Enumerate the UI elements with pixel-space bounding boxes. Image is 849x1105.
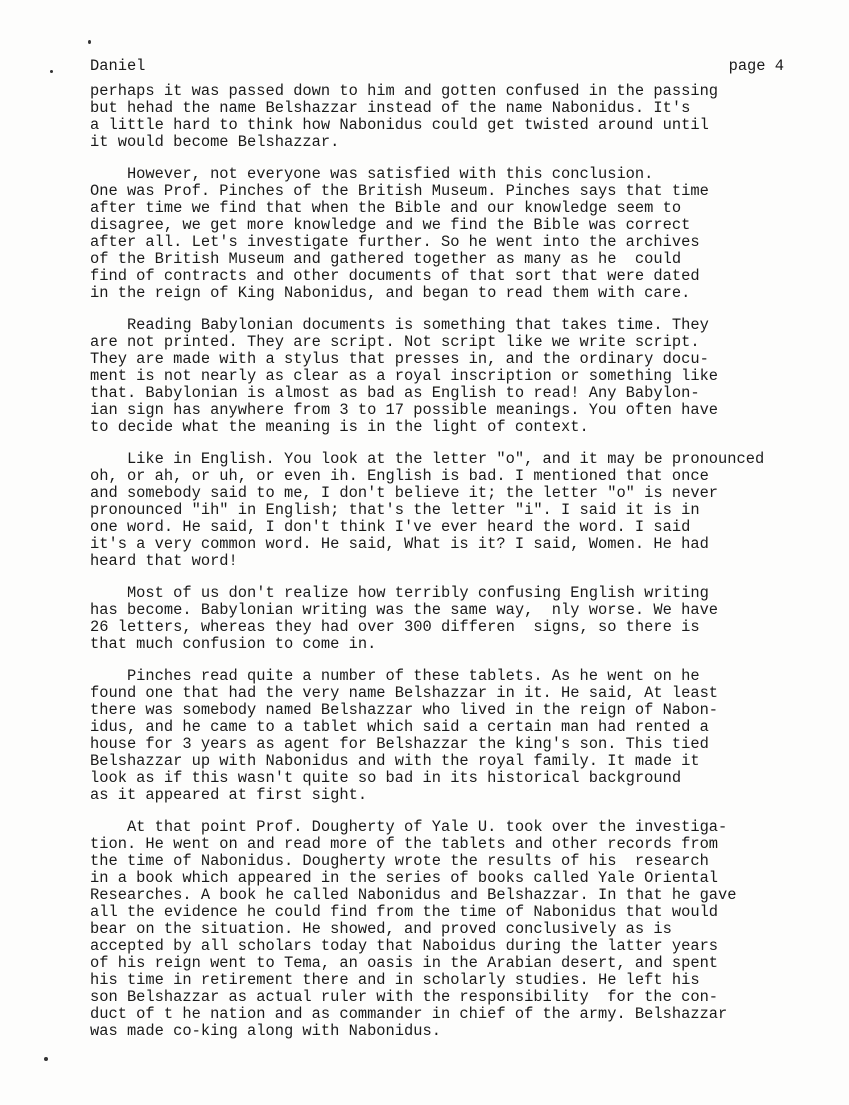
text-line: and somebody said to me, I don't believe it; the letter "o" is never: [90, 484, 719, 502]
text-line: tion. He went on and read more of the tablets and other records from: [90, 835, 719, 853]
text-line: However, not everyone was satisfied with this conclusion.: [90, 165, 654, 183]
text-line: to decide what the meaning is in the light of context.: [90, 418, 589, 436]
paragraph: [90, 83, 849, 151]
text-line: that. Babylonian is almost as bad as English to read! Any Babylon-: [90, 384, 700, 402]
text-line: house for 3 years as agent for Belshazzar the king's son. This tied: [90, 735, 709, 753]
page-header: [90, 57, 784, 77]
text-line: They are made with a stylus that presses in, and the ordinary docu-: [90, 350, 709, 368]
paragraph: [90, 166, 849, 302]
text-line: oh, or ah, or uh, or even ih. English is bad. I mentioned that once: [90, 467, 709, 485]
text-line: a little hard to think how Nabonidus could get twisted around until: [90, 116, 709, 134]
text-line: found one that had the very name Belshazzar in it. He said, At least: [90, 684, 719, 702]
text-line: One was Prof. Pinches of the British Museum. Pinches says that time: [90, 182, 709, 200]
scan-speck: [44, 1057, 48, 1061]
page-number: page 4: [728, 57, 784, 75]
document-title: Daniel: [90, 57, 146, 75]
text-line: but hehad the name Belshazzar instead of the name Nabonidus. It's: [90, 99, 691, 117]
text-line: 26 letters, whereas they had over 300 differen signs, so there is: [90, 618, 700, 636]
text-line: there was somebody named Belshazzar who lived in the reign of Nabon-: [90, 701, 719, 719]
document-body: [90, 83, 849, 1055]
text-line: heard that word!: [90, 552, 238, 570]
text-line: in a book which appeared in the series of books called Yale Oriental: [90, 869, 719, 887]
text-line: was made co-king along with Nabonidus.: [90, 1022, 441, 1040]
paragraph: [90, 451, 849, 570]
text-line: after time we find that when the Bible and our knowledge seem to: [90, 199, 682, 217]
text-line: look as if this wasn't quite so bad in its historical background: [90, 769, 682, 787]
text-line: as it appeared at first sight.: [90, 786, 368, 804]
text-line: perhaps it was passed down to him and gotten confused in the passing: [90, 82, 719, 100]
paragraph: [90, 819, 849, 1040]
text-line: of his reign went to Tema, an oasis in the Arabian desert, and spent: [90, 954, 719, 972]
text-line: bear on the situation. He showed, and proved conclusively as is: [90, 920, 672, 938]
text-line: it's a very common word. He said, What is it? I said, Women. He had: [90, 535, 709, 553]
text-line: idus, and he came to a tablet which said a certain man had rented a: [90, 718, 709, 736]
text-line: Researches. A book he called Nabonidus and Belshazzar. In that he gave: [90, 886, 737, 904]
text-line: ment is not nearly as clear as a royal inscription or something like: [90, 367, 719, 385]
text-line: in the reign of King Nabonidus, and began to read them with care.: [90, 284, 691, 302]
scan-speck: [50, 70, 53, 73]
text-line: after all. Let's investigate further. So he went into the archives: [90, 233, 700, 251]
text-line: the time of Nabonidus. Dougherty wrote the results of his research: [90, 852, 709, 870]
text-line: one word. He said, I don't think I've ever heard the word. I said: [90, 518, 691, 536]
text-line: Belshazzar up with Nabonidus and with the royal family. It made it: [90, 752, 700, 770]
text-line: find of contracts and other documents of that sort that were dated: [90, 267, 700, 285]
text-line: accepted by all scholars today that Naboidus during the latter years: [90, 937, 719, 955]
text-line: son Belshazzar as actual ruler with the responsibility for the con-: [90, 988, 719, 1006]
text-line: duct of t he nation and as commander in chief of the army. Belshazzar: [90, 1005, 728, 1023]
text-line: Like in English. You look at the letter "o", and it may be pronounced: [90, 450, 765, 468]
text-line: disagree, we get more knowledge and we find the Bible was correct: [90, 216, 691, 234]
paragraph: [90, 585, 849, 653]
text-line: ian sign has anywhere from 3 to 17 possible meanings. You often have: [90, 401, 719, 419]
text-line: has become. Babylonian writing was the same way, nly worse. We have: [90, 601, 719, 619]
scan-speck: [88, 40, 91, 44]
text-line: all the evidence he could find from the time of Nabonidus that would: [90, 903, 719, 921]
text-line: of the British Museum and gathered together as many as he could: [90, 250, 682, 268]
text-line: his time in retirement there and in scholarly studies. He left his: [90, 971, 700, 989]
paragraph: [90, 668, 849, 804]
text-line: are not printed. They are script. Not script like we write script.: [90, 333, 700, 351]
paragraph: [90, 317, 849, 436]
text-line: Most of us don't realize how terribly confusing English writing: [90, 584, 709, 602]
text-line: it would become Belshazzar.: [90, 133, 340, 151]
text-line: At that point Prof. Dougherty of Yale U. took over the investiga-: [90, 818, 728, 836]
text-line: Reading Babylonian documents is something that takes time. They: [90, 316, 709, 334]
text-line: Pinches read quite a number of these tablets. As he went on he: [90, 667, 700, 685]
text-line: that much confusion to come in.: [90, 635, 377, 653]
text-line: pronounced "ih" in English; that's the letter "i". I said it is in: [90, 501, 700, 519]
